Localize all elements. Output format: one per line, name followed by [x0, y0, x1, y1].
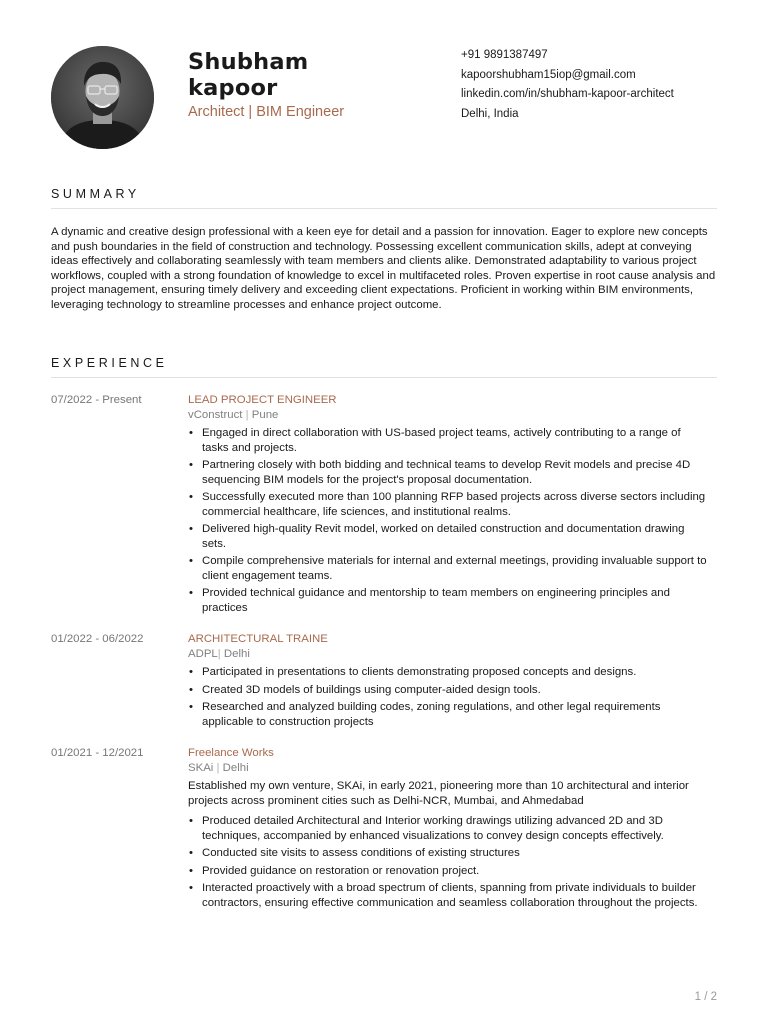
- separator: |: [217, 647, 221, 660]
- list-item: • Conducted site visits to assess conditions of existing structures: [188, 846, 708, 861]
- list-item: • Compile comprehensive materials for internal and external meetings, providing invaluable support to client engagement teams.: [188, 554, 708, 583]
- company-name: vConstruct: [188, 408, 243, 421]
- entry-description: Established my own venture, SKAi, in early 2021, pioneering more than 10 architectural and interior projects across prominent cities such as Delhi-NCR, Mumbai, and Ahmedabad: [188, 780, 689, 807]
- summary-text: A dynamic and creative design professional with a keen eye for detail and a passion for innovation. Eager to explore new concepts and push boundaries in the field of construction and technology. Possessing excellent communication skills, adept at conveying ideas effectively and collaborating seamlessly with team members and clients alike. Demonstrated adaptability to various project workflows, coupled with a strong foundation of knowledge to excel in multifaceted roles. Proven expertise in root cause analysis and project management, ensuring timely delivery and exceeding client expectations. Proficient in working within BIM environments, leveraging technology to streamline processes and enhance project outcome.: [51, 226, 716, 311]
- entry-role: LEAD PROJECT ENGINEER: [188, 394, 337, 406]
- company-location: Delhi: [223, 647, 250, 660]
- experience-heading: EXPERIENCE: [51, 356, 717, 378]
- list-item: • Created 3D models of buildings using computer-aided design tools.: [188, 683, 708, 698]
- entry-company: [188, 761, 708, 776]
- entry-role: ARCHITECTURAL TRAINE: [188, 633, 328, 645]
- entry-bullets: [188, 426, 708, 615]
- email-link[interactable]: kapoorshubham15iop@gmail.com: [461, 68, 636, 81]
- list-item: • Partnering closely with both bidding and technical teams to develop Revit models and precise 4D sequencing BIM models for the project's proposal documentation.: [188, 458, 708, 487]
- company-location: Delhi: [222, 761, 249, 774]
- list-item: • Researched and analyzed building codes, zoning regulations, and other legal requirements applicable to construction projects: [188, 700, 708, 729]
- separator: |: [245, 408, 249, 421]
- entry-dates: 01/2021 - 12/2021: [51, 747, 144, 759]
- portrait-icon: [51, 46, 154, 149]
- list-item: • Engaged in direct collaboration with US-based project teams, actively contributing to a range of tasks and projects.: [188, 426, 708, 455]
- location: Delhi, India: [461, 107, 519, 120]
- entry-bullets: [188, 814, 708, 910]
- entry-role: Freelance Works: [188, 747, 274, 759]
- list-item: • Successfully executed more than 100 planning RFP based projects across diverse sectors including commercial healthcare, life sciences, and institutional realms.: [188, 490, 708, 519]
- summary-heading: SUMMARY: [51, 187, 717, 209]
- list-item: • Participated in presentations to clients demonstrating proposed concepts and designs.: [188, 665, 708, 680]
- job-title: Architect | BIM Engineer: [188, 104, 345, 120]
- contact-list: [461, 46, 674, 124]
- last-name: kapoor: [188, 75, 278, 101]
- phone-number: +91 9891387497: [461, 49, 548, 61]
- list-item: • Delivered high-quality Revit model, worked on detailed construction and documentation drawing sets.: [188, 522, 708, 551]
- list-item: • Interacted proactively with a broad spectrum of clients, spanning from private individuals to builder contractors, ensuring effective communication and seamless collaboration throughout the projects.: [188, 881, 708, 910]
- entry-dates: 01/2022 - 06/2022: [51, 633, 144, 645]
- company-name: SKAi: [188, 761, 214, 774]
- separator: |: [216, 761, 220, 774]
- entry-company: [188, 408, 708, 423]
- candidate-name: [188, 49, 428, 101]
- entry-company: [188, 647, 708, 662]
- company-name: ADPL: [188, 647, 218, 660]
- linkedin-link[interactable]: linkedin.com/in/shubham-kapoor-architect: [461, 88, 674, 100]
- entry-dates: 07/2022 - Present: [51, 394, 142, 406]
- entry-bullets: [188, 665, 708, 729]
- page-number: 1 / 2: [694, 991, 717, 1003]
- first-name: Shubham: [188, 49, 309, 75]
- profile-photo: [51, 46, 154, 149]
- list-item: • Produced detailed Architectural and Interior working drawings utilizing advanced 2D and 3D techniques, accompanied by enhanced visualizations to convey design concepts effectively.: [188, 814, 708, 843]
- list-item: • Provided technical guidance and mentorship to team members on engineering principles and practices: [188, 586, 708, 615]
- company-location: Pune: [251, 408, 279, 421]
- list-item: • Provided guidance on restoration or renovation project.: [188, 864, 708, 879]
